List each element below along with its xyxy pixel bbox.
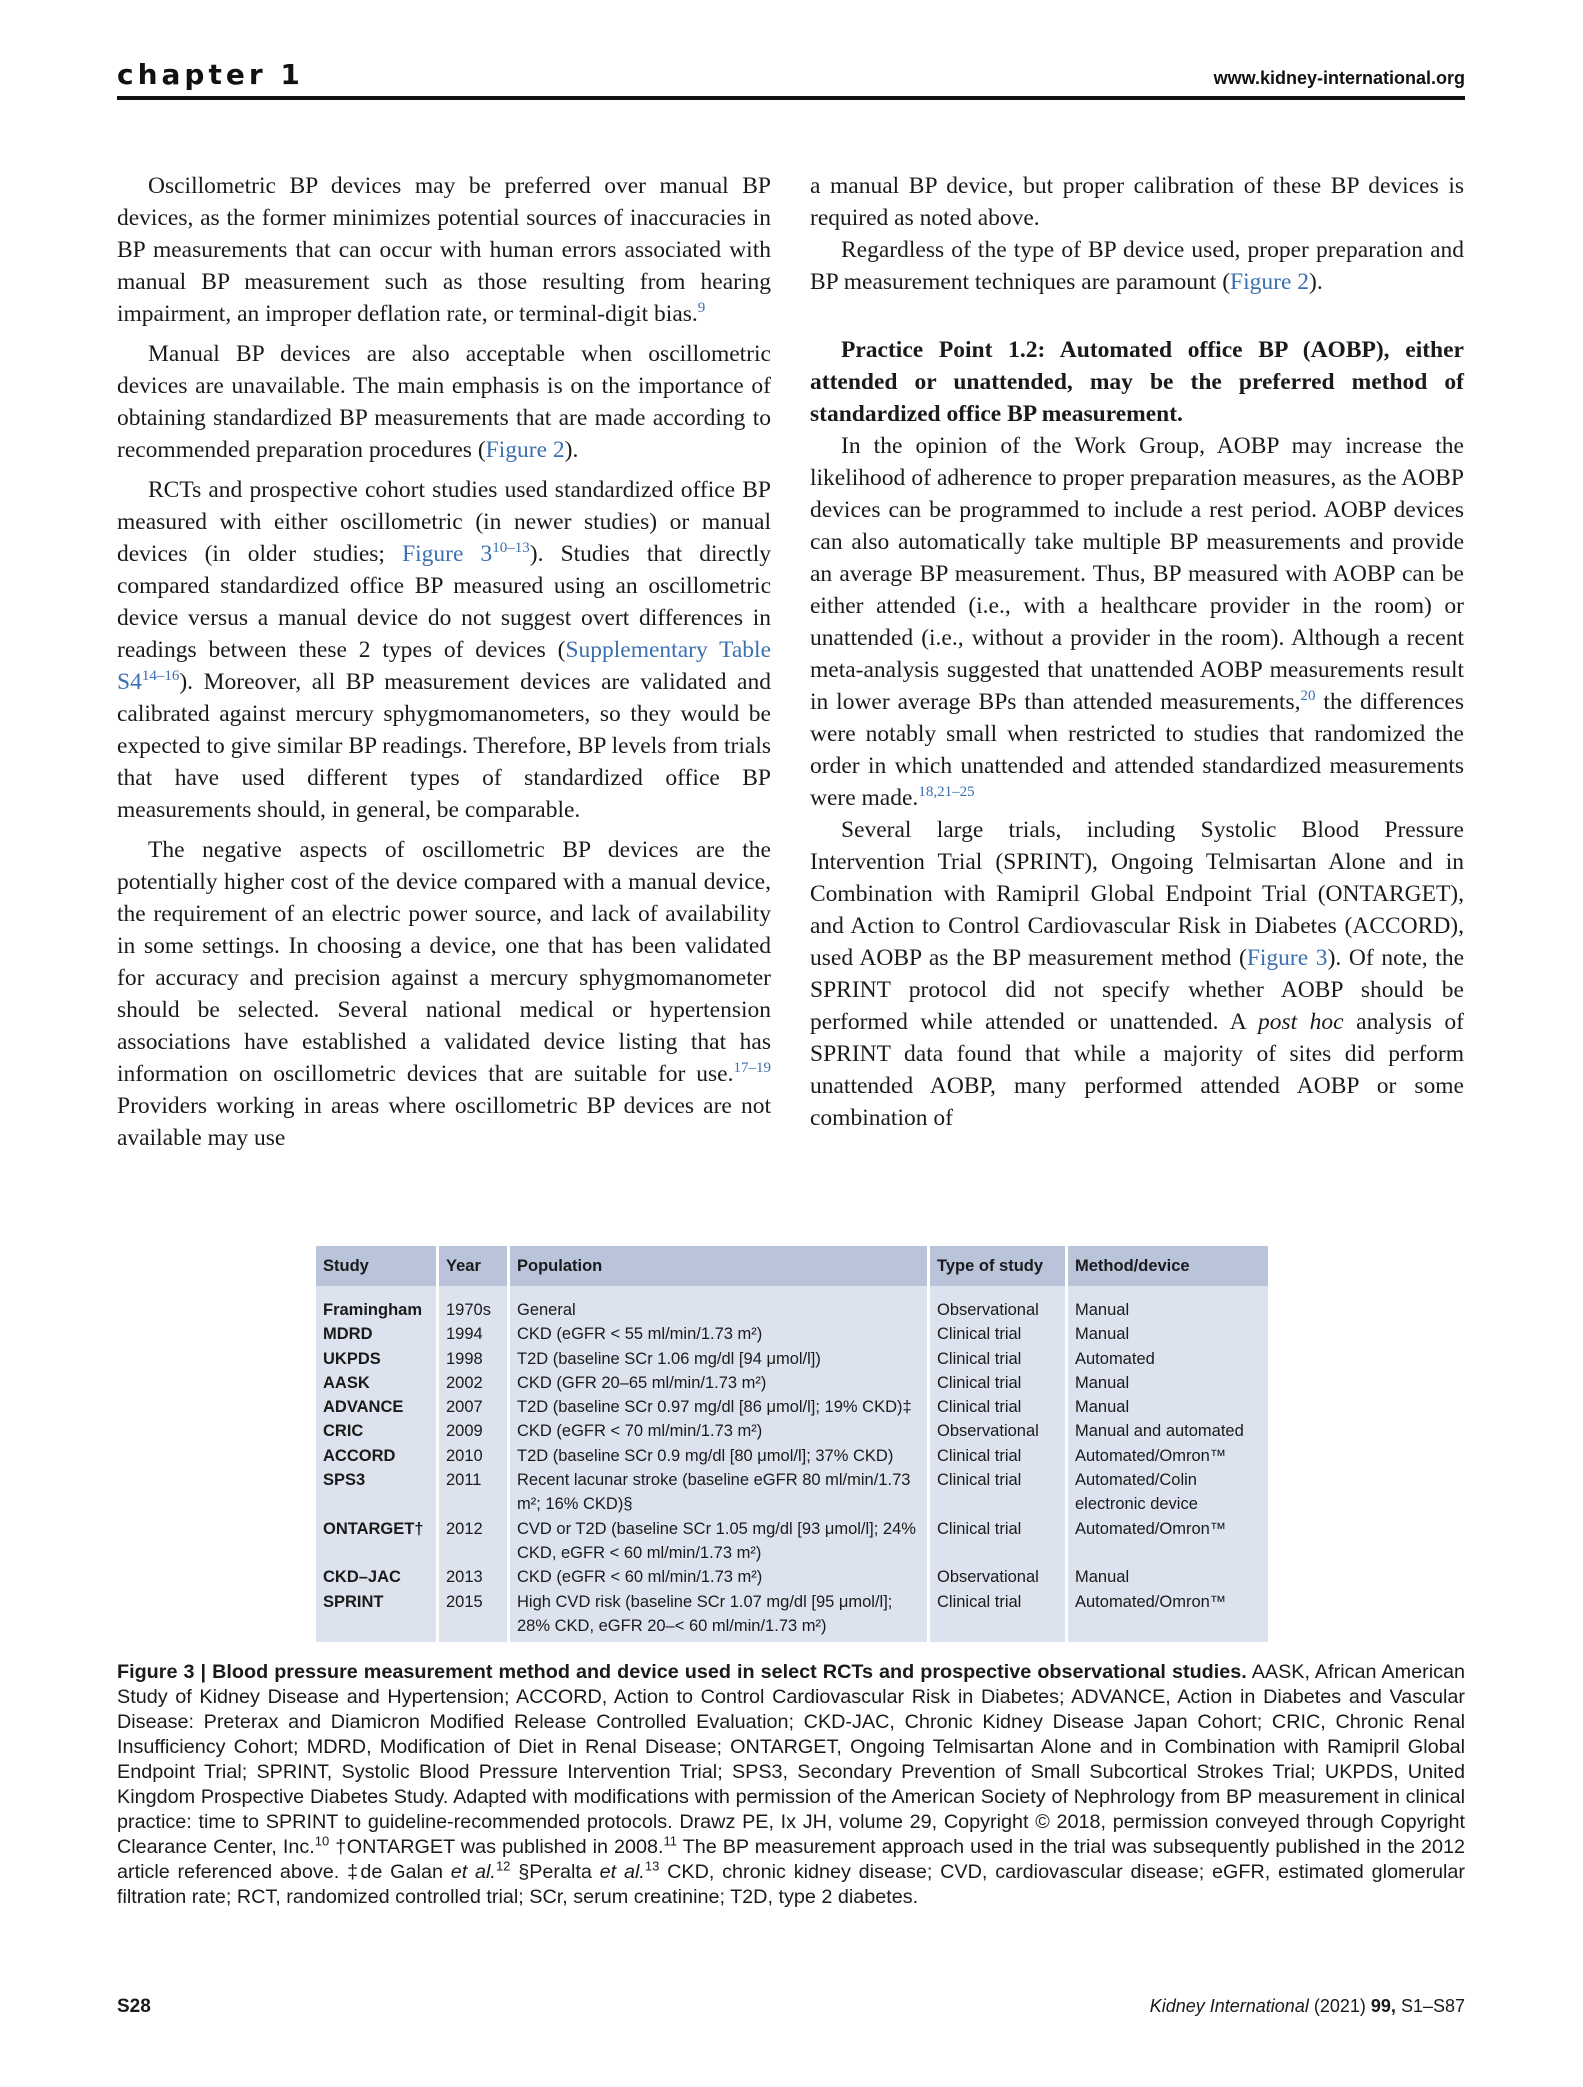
study-cell: SPS3 [316,1468,436,1517]
figure-2-link[interactable]: Figure 2 [1230,269,1310,295]
page-number: S28 [117,1996,151,2017]
year-cell: 2002 [439,1371,507,1395]
study-cell: ADVANCE [316,1395,436,1419]
study-cell: UKPDS [316,1347,436,1371]
method-cell: Manual [1068,1371,1268,1395]
type-cell: Clinical trial [930,1468,1065,1517]
column-header: Year [439,1246,507,1286]
table-row [316,1347,1268,1371]
population-cell: High CVD risk (baseline SCr 1.07 mg/dl [95 μmol/l]; 28% CKD, eGFR 20–< 60 ml/min/1.73 m²) [510,1590,927,1643]
type-cell: Clinical trial [930,1444,1065,1468]
method-cell: Manual [1068,1395,1268,1419]
year-cell: 1970s [439,1286,507,1322]
year-cell: 2009 [439,1419,507,1443]
figure-2-link[interactable]: Figure 2 [485,437,565,463]
study-cell: SPRINT [316,1590,436,1643]
method-cell: Manual and automated [1068,1419,1268,1443]
figure-3-link[interactable]: Figure 3 [402,541,493,567]
table-row [316,1322,1268,1346]
supplementary-table-link[interactable]: Supplementary Table S4 [117,637,771,695]
journal-citation: Kidney International (2021) 99, S1–S87 [1149,1996,1465,2016]
type-cell: Clinical trial [930,1371,1065,1395]
population-cell: General [510,1286,927,1322]
population-cell: CKD (eGFR < 55 ml/min/1.73 m²) [510,1322,927,1346]
study-cell: ONTARGET† [316,1517,436,1566]
study-cell: CKD–JAC [316,1565,436,1589]
population-cell: CKD (eGFR < 60 ml/min/1.73 m²) [510,1565,927,1589]
table-body [316,1286,1268,1642]
study-cell: CRIC [316,1419,436,1443]
table-header-row [316,1246,1268,1286]
year-cell: 2015 [439,1590,507,1643]
study-cell: MDRD [316,1322,436,1346]
type-cell: Clinical trial [930,1517,1065,1566]
year-cell: 2011 [439,1468,507,1517]
type-cell: Clinical trial [930,1347,1065,1371]
study-cell: Framingham [316,1286,436,1322]
paragraph: Manual BP devices are also acceptable when oscillometric devices are unavailable. The main emphasis is on the importance of obtaining standardized BP measurements that are made according to recommended preparation procedures (Figure 2). [117,341,771,463]
header-rule [117,96,1465,100]
type-cell: Clinical trial [930,1590,1065,1643]
type-cell: Observational [930,1419,1065,1443]
method-cell: Automated/Colin electronic device [1068,1468,1268,1517]
table-row [316,1395,1268,1419]
year-cell: 2013 [439,1565,507,1589]
citation[interactable]: 14–16 [141,668,180,685]
year-cell: 1994 [439,1322,507,1346]
population-cell: CKD (eGFR < 70 ml/min/1.73 m²) [510,1419,927,1443]
year-cell: 1998 [439,1347,507,1371]
column-header: Type of study [930,1246,1065,1286]
right-column [810,170,1464,1134]
citation[interactable]: 10–13 [492,540,530,557]
method-cell: Automated [1068,1347,1268,1371]
citation[interactable]: 18,21–25 [918,784,975,801]
population-cell: CVD or T2D (baseline SCr 1.05 mg/dl [93 μmol/l]; 24% CKD, eGFR < 60 ml/min/1.73 m²) [510,1517,927,1566]
table-row [316,1286,1268,1322]
table-row [316,1419,1268,1443]
year-cell: 2007 [439,1395,507,1419]
population-cell: CKD (GFR 20–65 ml/min/1.73 m²) [510,1371,927,1395]
method-cell: Automated/Omron™ [1068,1590,1268,1643]
table-row [316,1444,1268,1468]
column-header: Study [316,1246,436,1286]
paragraph: Oscillometric BP devices may be preferred over manual BP devices, as the former minimizes potential sources of inaccuracies in BP measurements that can occur with human errors associated with manual BP measurement such as those resulting from hearing impairment, an improper deflation rate, or terminal-digit bias.$^9$ [117,173,771,327]
caption-label: Figure 3 | Blood pressure measurement method and device used in select RCTs and prospective observational studies. [117,1661,1247,1683]
citation[interactable]: 20 [1300,688,1316,705]
method-cell: Automated/Omron™ [1068,1517,1268,1566]
population-cell: Recent lacunar stroke (baseline eGFR 80 ml/min/1.73 m²; 16% CKD)§ [510,1468,927,1517]
population-cell: T2D (baseline SCr 0.9 mg/dl [80 μmol/l]; 37% CKD) [510,1444,927,1468]
type-cell: Observational [930,1286,1065,1322]
table-row [316,1371,1268,1395]
paragraph: Regardless of the type of BP device used, proper preparation and BP measurement techniques are paramount (Figure 2). [810,237,1464,295]
paragraph: In the opinion of the Work Group, AOBP may increase the likelihood of adherence to proper preparation measures, as the AOBP devices can be programmed to include a rest period. AOBP devices can also automatically take multiple BP measurements and provide an average BP measurement. Thus, BP measured with AOBP can be either attended (i.e., with a healthcare provider in the room) or unattended (i.e., without a provider in the room). Although a recent meta-analysis suggested that unattended AOBP measurements result in lower average BPs than attended measurements,$^{20}$ the differences were notably small when restricted to studies that randomized the order in which unattended and attended standardized measurements were made.$^{18,21-25}$ [810,433,1464,811]
practice-point-heading: Practice Point 1.2: Automated office BP (AOBP), either attended or unattended, may be the preferred method of standardized office BP measurement. [810,337,1464,427]
year-cell: 2012 [439,1517,507,1566]
column-header: Method/device [1068,1246,1268,1286]
citation[interactable]: 9 [697,300,706,317]
method-cell: Manual [1068,1565,1268,1589]
method-cell: Manual [1068,1322,1268,1346]
population-cell: T2D (baseline SCr 0.97 mg/dl [86 μmol/l]; 19% CKD)‡ [510,1395,927,1419]
year-cell: 2010 [439,1444,507,1468]
figure-caption: Figure 3 | Blood pressure measurement method and device used in select RCTs and prospective observational studies. AASK, African American Study of Kidney Disease and Hypertension; ACCORD, Action to Control Cardiovascular Risk in Diabetes; ADVANCE, Action in Diabetes and Vascular Disease: Preterax and Diamicron Modified Release Controlled Evaluation; CKD-JAC, Chronic Kidney Disease Japan Cohort; CRIC, Chronic Renal Insufficiency Cohort; MDRD, Modification of Diet in Renal Disease; ONTARGET, Ongoing Telmisartan Alone and in Combination with Ramipril Global Endpoint Trial; SPRINT, Systolic Blood Pressure Intervention Trial; SPS3, Secondary Prevention of Small Subcortical Strokes Trial; UKPDS, United Kingdom Prospective Diabetes Study. Adapted with modifications with permission of the American Society of Nephrology from BP measurement in clinical practice: time to SPRINT to guideline-recommended protocols. Drawz PE, Ix JH, volume 29, Copyright © 2018, permission conveyed through Copyright Clearance Center, Inc.$^{10}$ †ONTARGET was published in 2008.11 The BP measurement approach used in the trial was subsequently published in the 2012 article referenced above. ‡de Galan et al.$^{12}$ §Peralta et al.$^{13}$ CKD, chronic kidney disease; CVD, cardiovascular disease; eGFR, estimated glomerular filtration rate; RCT, randomized controlled trial; SCr, serum creatinine; T2D, type 2 diabetes. [117,1661,1466,1908]
citation[interactable]: 12 [495,1858,511,1874]
left-column [117,170,771,1154]
type-cell: Observational [930,1565,1065,1589]
citation[interactable]: 10 [314,1833,330,1849]
table-row [316,1590,1268,1643]
paragraph: a manual BP device, but proper calibration of these BP devices is required as noted above. [810,173,1464,231]
method-cell: Manual [1068,1286,1268,1322]
paragraph: RCTs and prospective cohort studies used standardized office BP measured with either oscillometric (in newer studies) or manual devices (in older studies; Figure 3$^{10-13}$). Studies that directly compared standardized office BP measured using an oscillometric device versus a manual device do not suggest overt differences in readings between these 2 types of devices (Supplementary Table S4$^{14-16}$). Moreover, all BP measurement devices are validated and calibrated against mercury sphygmomanometers, so they would be expected to give similar BP readings. Therefore, BP levels from trials that have used different types of standardized office BP measurements should, in general, be comparable. [117,477,771,823]
column-header: Population [510,1246,927,1286]
method-cell: Automated/Omron™ [1068,1444,1268,1468]
citation[interactable]: 17–19 [733,1060,771,1077]
figure-3-link[interactable]: Figure 3 [1246,945,1328,971]
study-cell: ACCORD [316,1444,436,1468]
type-cell: Clinical trial [930,1395,1065,1419]
figure-3-table [313,1246,1271,1642]
paragraph: Several large trials, including Systolic Blood Pressure Intervention Trial (SPRINT), Ongoing Telmisartan Alone and in Combination with Ramipril Global Endpoint Trial (ONTARGET), and Action to Control Cardiovascular Risk in Diabetes (ACCORD), used AOBP as the BP measurement method (Figure 3). Of note, the SPRINT protocol did not specify whether AOBP should be performed while attended or unattended. A post hoc analysis of SPRINT data found that while a majority of sites did perform unattended AOBP, many performed attended AOBP or some combination of [810,817,1465,1131]
chapter-label: chapter 1 [117,58,304,91]
population-cell: T2D (baseline SCr 1.06 mg/dl [94 μmol/l]) [510,1347,927,1371]
study-cell: AASK [316,1371,436,1395]
citation[interactable]: 11 [663,1833,678,1849]
table-row [316,1565,1268,1589]
table-row [316,1517,1268,1566]
journal-url[interactable]: www.kidney-international.org [1213,68,1465,88]
citation[interactable]: 13 [644,1858,660,1874]
type-cell: Clinical trial [930,1322,1065,1346]
paragraph: The negative aspects of oscillometric BP devices are the potentially higher cost of the device compared with a manual device, the requirement of an electric power source, and lack of availability in some settings. In choosing a device, one that has been validated for accuracy and precision against a mercury sphygmomanometer should be selected. Several national medical or hypertension associations have established a validated device listing that has information on oscillometric devices that are suitable for use.$^{17-19}$ Providers working in areas where oscillometric BP devices are not available may use [117,837,771,1151]
table-row [316,1468,1268,1517]
